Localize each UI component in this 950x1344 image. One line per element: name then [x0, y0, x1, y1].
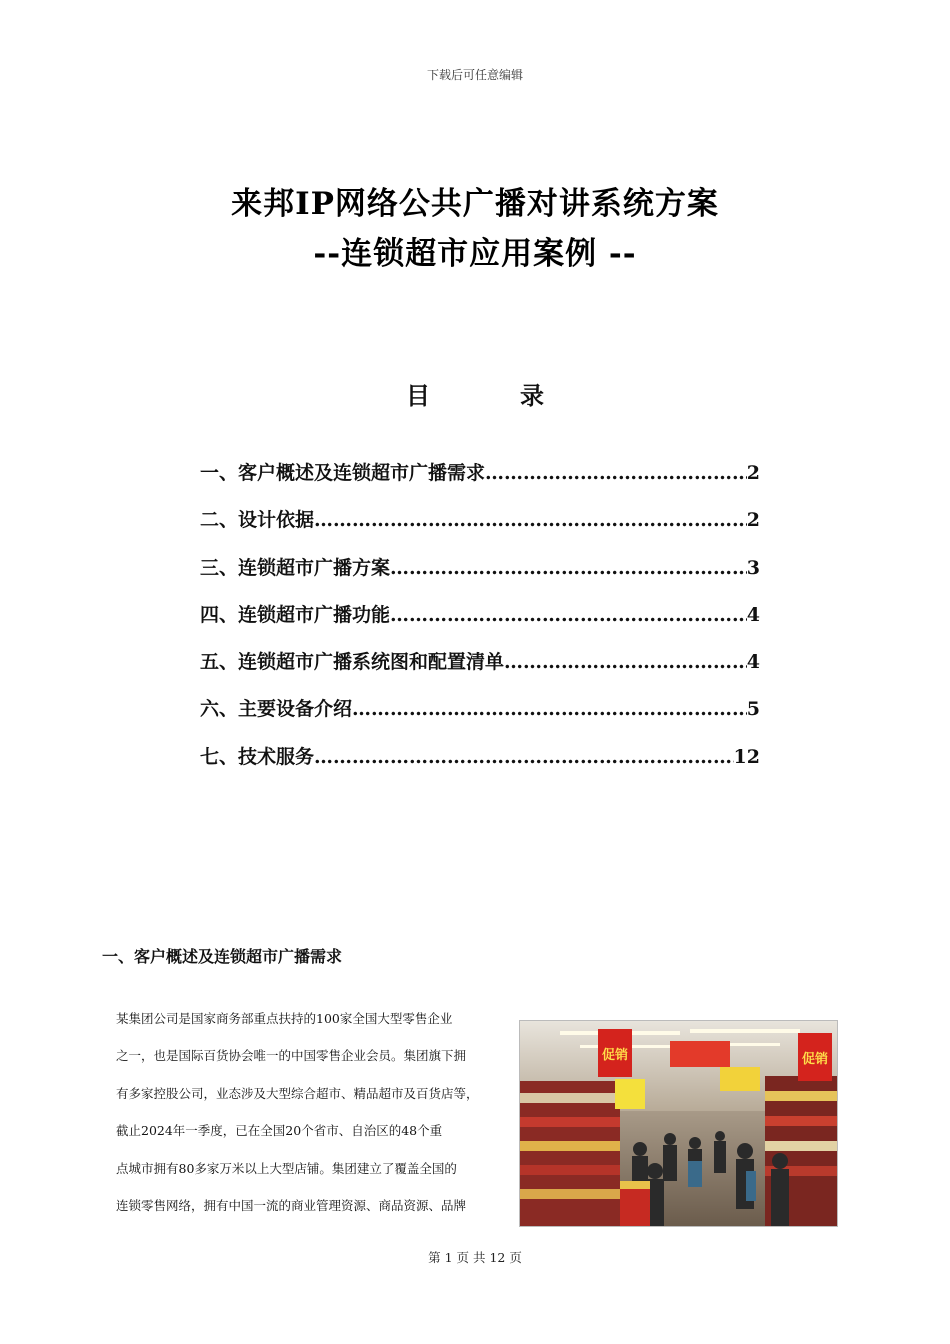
toc-heading — [0, 376, 950, 411]
toc-leader-dots — [485, 462, 747, 484]
toc-entry[interactable] — [200, 647, 760, 694]
section-paragraph — [116, 1000, 518, 1224]
toc-heading-char1: 目 — [406, 381, 430, 410]
promo-banner-text: 促销 — [801, 1052, 829, 1067]
supermarket-photo — [519, 1020, 838, 1227]
toc-entry-label: 一、客户概述及连锁超市广播需求 — [200, 462, 486, 484]
document-subtitle: --连锁超市应用案例 -- — [313, 236, 637, 272]
toc-entry-page: 4 — [746, 651, 760, 674]
toc-entry-label: 四、连锁超市广播功能 — [200, 603, 391, 626]
toc-entry[interactable] — [200, 600, 760, 647]
toc-entry-page: 4 — [746, 603, 760, 626]
toc-entry-page: 2 — [746, 462, 760, 484]
toc-entry-label: 六、主要设备介绍 — [200, 698, 353, 721]
table-of-contents — [200, 458, 760, 789]
paragraph-line: 某集团公司是国家商务部重点扶持的100家全国大型零售企业 — [116, 1011, 453, 1026]
toc-leader-dots — [390, 557, 747, 579]
toc-entry-page: 3 — [746, 556, 760, 579]
toc-leader-dots — [314, 746, 734, 768]
toc-entry[interactable] — [200, 694, 760, 741]
page-footer: 第 1 页 共 12 页 — [428, 1250, 522, 1265]
toc-entry[interactable] — [200, 505, 760, 552]
toc-leader-dots — [390, 604, 747, 626]
toc-entry[interactable] — [200, 553, 760, 600]
header-note: 下载后可任意编辑 — [426, 68, 523, 82]
toc-entry[interactable] — [200, 742, 760, 789]
promo-banner-text: 促销 — [601, 1048, 629, 1063]
toc-entry[interactable] — [200, 458, 760, 505]
toc-entry-page: 12 — [733, 745, 760, 768]
toc-leader-dots — [352, 698, 747, 720]
paragraph-line: 截止2024年一季度，已在全国20个省市、自治区的48个重 — [116, 1123, 443, 1139]
toc-entry-label: 二、设计依据 — [200, 509, 315, 532]
paragraph-line: 有多家控股公司，业态涉及大型综合超市、精品超市及百货店等， — [116, 1085, 479, 1101]
paragraph-line: 点城市拥有80多家万米以上大型店铺。集团建立了覆盖全国的 — [116, 1160, 457, 1176]
toc-leader-dots — [314, 509, 747, 531]
paragraph-line: 连锁零售网络，拥有中国一流的商业管理资源、商品资源、品牌 — [116, 1197, 467, 1213]
paragraph-line: 之一，也是国际百货协会唯一的中国零售企业会员。集团旗下拥 — [116, 1048, 467, 1064]
toc-entry-label: 三、连锁超市广播方案 — [200, 556, 391, 579]
toc-heading-char2: 录 — [520, 381, 544, 410]
toc-entry-label: 五、连锁超市广播系统图和配置清单 — [200, 651, 505, 674]
toc-leader-dots — [504, 651, 747, 673]
document-title: 来邦IP网络公共广播对讲系统方案 — [231, 186, 719, 222]
section-heading: 一、客户概述及连锁超市广播需求 — [102, 947, 343, 966]
toc-entry-label: 七、技术服务 — [200, 745, 315, 768]
toc-entry-page: 2 — [746, 509, 760, 532]
toc-entry-page: 5 — [746, 698, 760, 721]
